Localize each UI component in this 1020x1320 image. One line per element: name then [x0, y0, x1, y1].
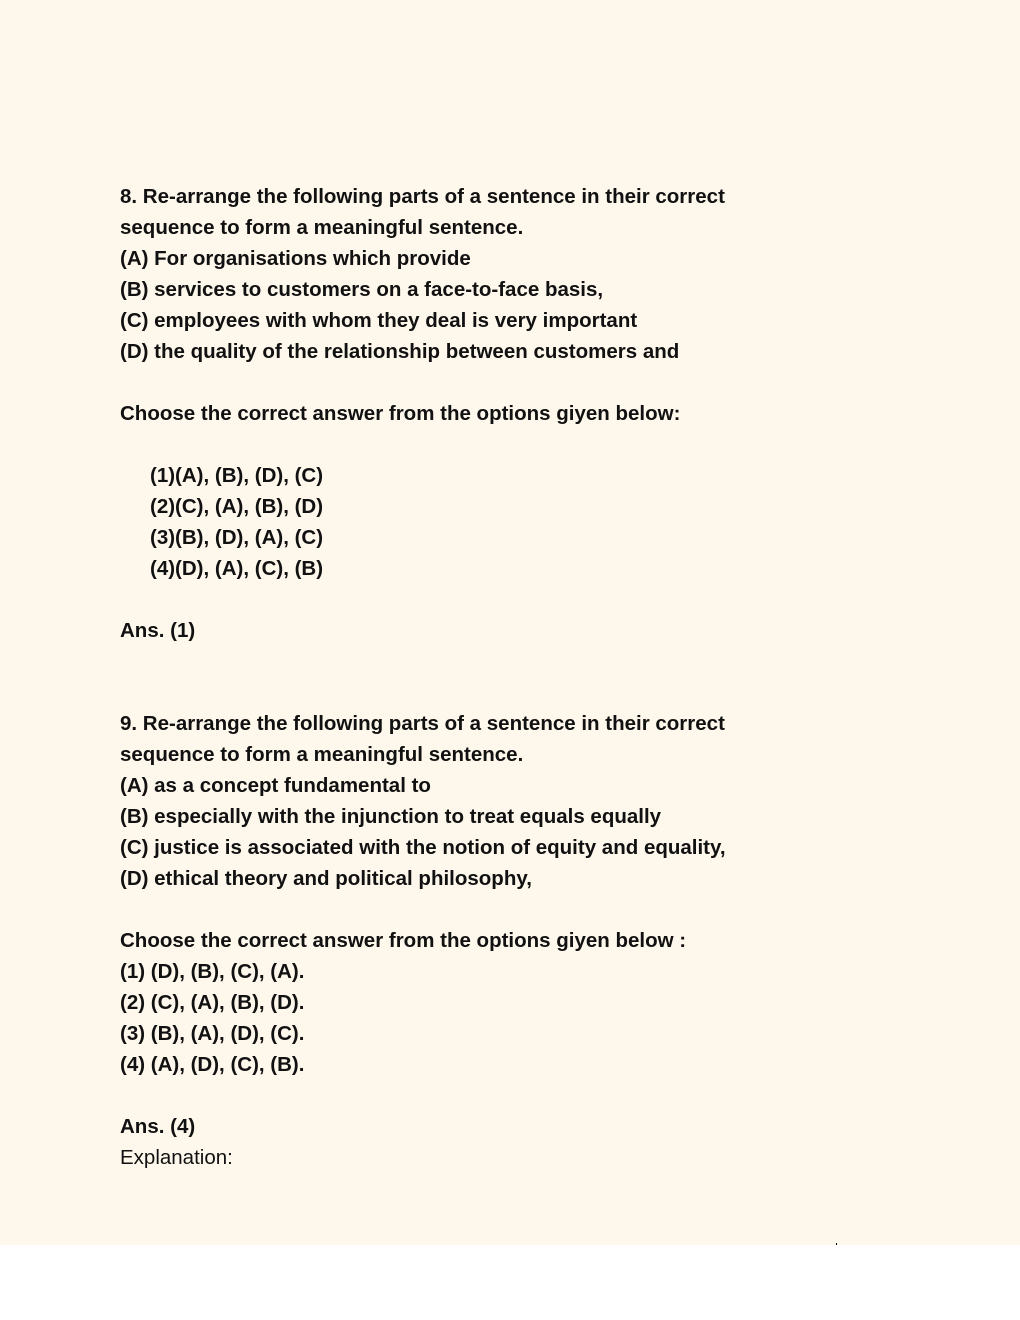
sentence-part: (B) especially with the injunction to treat equals equally — [120, 805, 662, 828]
answer-option: (3) (B), (A), (D), (C). — [120, 1022, 305, 1045]
options-prompt: Choose the correct answer from the options giyen below : — [120, 929, 687, 952]
sentence-part: (D) ethical theory and political philosophy, — [120, 867, 532, 890]
question-8 — [120, 181, 980, 646]
question-9 — [120, 708, 980, 1173]
sentence-part: (B) services to customers on a face-to-face basis, — [120, 278, 604, 301]
answer-key: Ans. (4) — [120, 1115, 196, 1138]
document-content — [120, 181, 980, 1173]
answer-option: (2)(C), (A), (B), (D) — [150, 495, 324, 518]
question-stem: 8. Re-arrange the following parts of a sentence in their correct — [120, 185, 725, 208]
page-mark — [836, 1243, 837, 1245]
sentence-part: (A) For organisations which provide — [120, 247, 471, 270]
answer-option: (1)(A), (B), (D), (C) — [150, 464, 324, 487]
sentence-part: (D) the quality of the relationship between customers and — [120, 340, 680, 363]
answer-option: (4) (A), (D), (C), (B). — [120, 1053, 305, 1076]
answer-option: (1) (D), (B), (C), (A). — [120, 960, 305, 983]
options-prompt: Choose the correct answer from the options giyen below: — [120, 402, 681, 425]
answer-key: Ans. (1) — [120, 619, 196, 642]
question-stem: 9. Re-arrange the following parts of a sentence in their correct — [120, 712, 725, 735]
explanation-label: Explanation: — [120, 1146, 233, 1169]
answer-option: (4)(D), (A), (C), (B) — [150, 557, 324, 580]
answer-option: (2) (C), (A), (B), (D). — [120, 991, 305, 1014]
sentence-part: (A) as a concept fundamental to — [120, 774, 431, 797]
answer-option: (3)(B), (D), (A), (C) — [150, 526, 324, 549]
question-stem: sequence to form a meaningful sentence. — [120, 743, 524, 766]
question-stem: sequence to form a meaningful sentence. — [120, 216, 524, 239]
sentence-part: (C) employees with whom they deal is very important — [120, 309, 638, 332]
sentence-part: (C) justice is associated with the notion of equity and equality, — [120, 836, 726, 859]
